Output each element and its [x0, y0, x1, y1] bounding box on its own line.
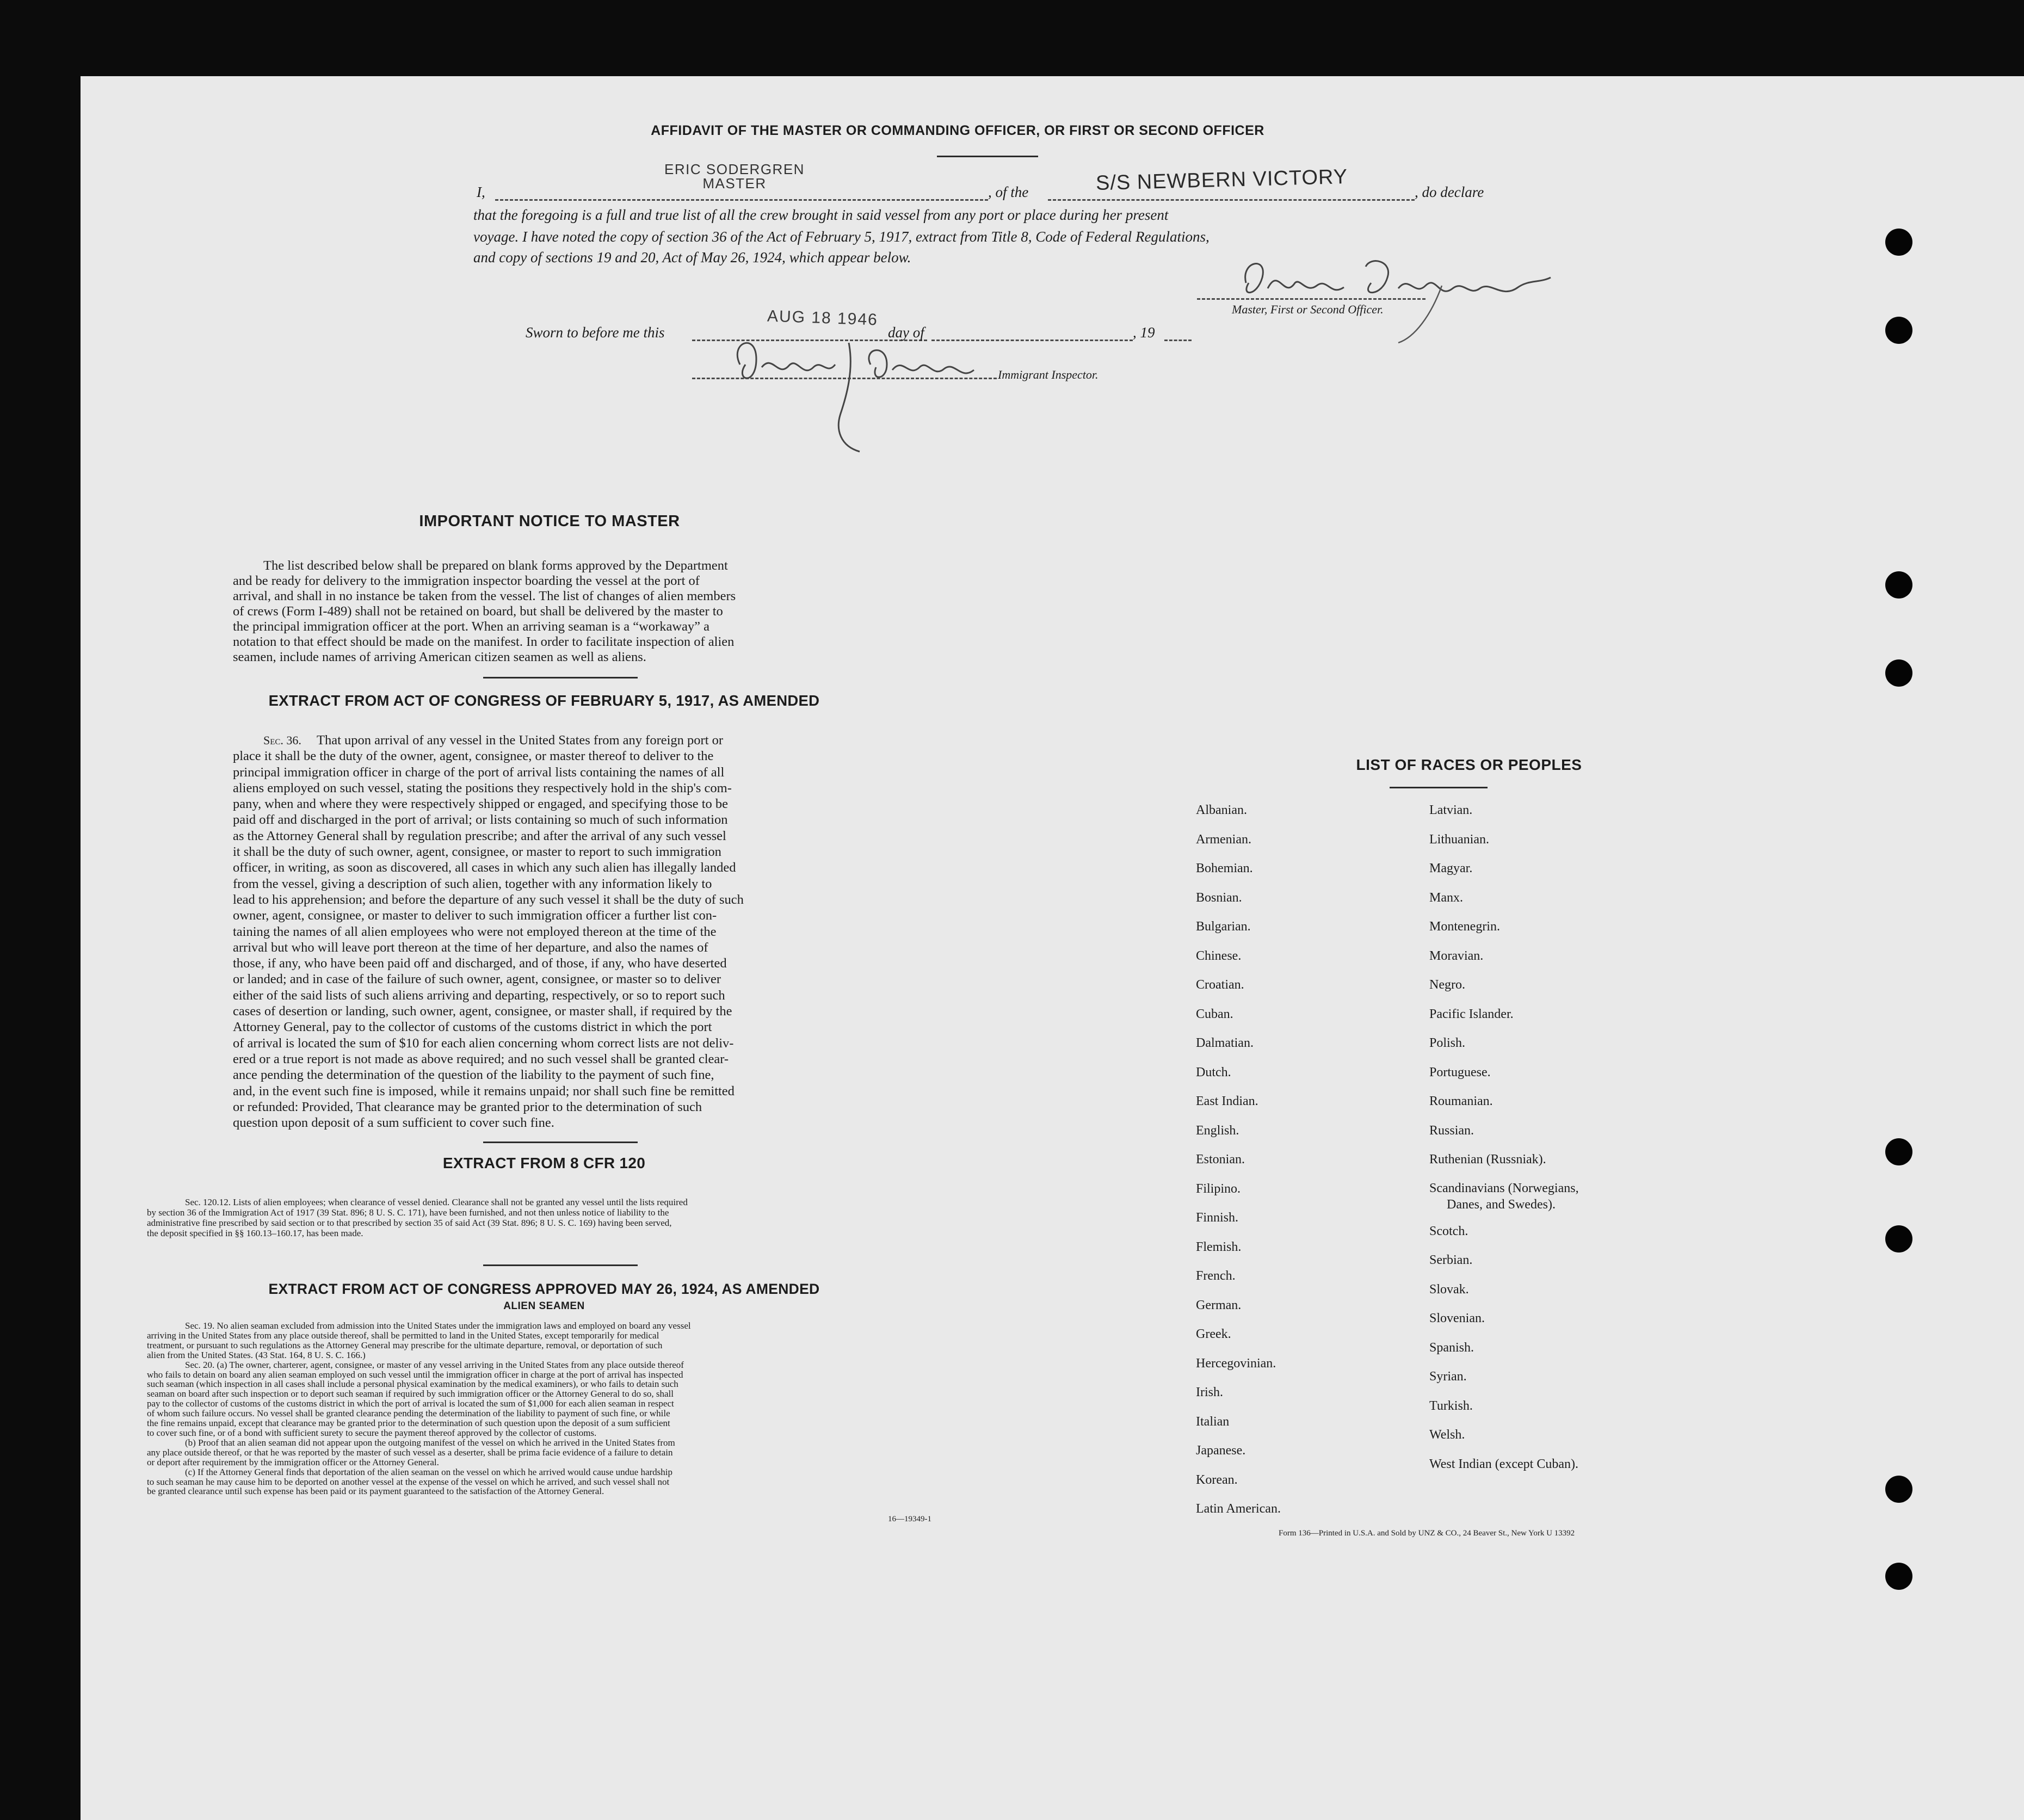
section-divider	[483, 1142, 638, 1143]
title-underline	[937, 156, 1038, 157]
vessel-fill-line	[1048, 199, 1415, 201]
race-item: Japanese.	[1196, 1443, 1246, 1458]
sec36-line: question upon deposit of a sum sufficient to cover such fine.	[233, 1115, 554, 1131]
race-item: Croatian.	[1196, 978, 1244, 992]
race-item: Cuban.	[1196, 1007, 1233, 1021]
act1924-line: of whom such failure occurs. No vessel shall be granted clearance pending the determination of the liability to payment of such fine, or while	[147, 1408, 670, 1419]
act1924-line: seaman on board after such inspection or to deport such seaman if required by such immigration officer or the Attorney General to do so, shall	[147, 1389, 674, 1399]
act1924-line: be granted clearance until such expense has been paid or its payment guaranteed to the satisfaction of the Attorney General.	[147, 1486, 604, 1497]
binder-hole	[1885, 571, 1912, 599]
races-title: LIST OF RACES OR PEOPLES	[1356, 756, 1582, 773]
sec36-line: aliens employed on such vessel, stating the positions they respectively hold in the ship's com-	[233, 780, 732, 795]
race-item: German.	[1196, 1298, 1242, 1312]
vessel-name: S/S NEWBERN VICTORY	[1095, 165, 1348, 195]
master-signature	[1235, 245, 1562, 348]
act1924-line: any place outside thereof, or that he was reported by the master of such vessel as a deserter, shall be prima facie evidence of a failure to detain	[147, 1447, 673, 1458]
notice-line-2: and be ready for delivery to the immigration inspector boarding the vessel at the port of	[233, 573, 700, 588]
race-item: Estonian.	[1196, 1152, 1245, 1167]
race-item: Scotch.	[1429, 1224, 1468, 1238]
race-item: East Indian.	[1196, 1094, 1258, 1108]
act1924-line: who fails to detain on board any alien seaman employed on such vessel until the immigration officer in charge at the port of arrival has inspected	[147, 1369, 683, 1380]
cfr-line: the deposit specified in §§ 160.13–160.17, has been made.	[147, 1228, 363, 1238]
act1924-line: alien from the United States. (43 Stat. 164, 8 U. S. C. 166.)	[147, 1349, 366, 1360]
sec36-line: taining the names of all alien employees who were not employed thereon at the time of the	[233, 924, 717, 939]
sec36-line: and, in the event such fine is imposed, while it remains unpaid; nor shall such fine be remitted	[233, 1083, 735, 1099]
binder-hole	[1885, 659, 1912, 687]
race-item: English.	[1196, 1123, 1239, 1138]
race-item: Welsh.	[1429, 1428, 1465, 1442]
race-item: Armenian.	[1196, 832, 1251, 847]
inspector-signature-line	[692, 378, 997, 379]
sec36-line: place it shall be the duty of the owner, agent, consignee, or master thereof to deliver to the	[233, 749, 714, 764]
notice-line-3: arrival, and shall in no instance be taken from the vessel. The list of changes of alien members	[233, 589, 736, 603]
extract-1917-body	[233, 732, 854, 1131]
race-item: Dalmatian.	[1196, 1036, 1254, 1050]
sec36-line: ered or a true report is not made as above required; and no such vessel shall be granted clear-	[233, 1051, 729, 1066]
sec36-line: pany, when and where they were respectively shipped or engaged, and specifying those to be	[233, 797, 729, 812]
act1924-line: treatment, or pursuant to such regulations as the Attorney General may prescribe for the ultimate departure, removal, or deportation of such	[147, 1340, 663, 1350]
sec36-line: paid off and discharged in the port of arrival; or lists containing so much of such information	[233, 812, 728, 828]
sec36-line: owner, agent, consignee, or master to deliver to such immigration officer a further list con-	[233, 908, 717, 923]
race-item: Irish.	[1196, 1385, 1223, 1399]
notice-line-4: of crews (Form I-489) shall not be retained on board, but shall be delivered by the master to	[233, 604, 723, 619]
race-item: West Indian (except Cuban).	[1429, 1457, 1578, 1471]
section-divider	[483, 1264, 638, 1266]
races-column-1	[1196, 796, 1281, 1524]
act1924-line: Sec. 20. (a) The owner, charterer, agent, consignee, or master of any vessel arriving in the United States from any place outside thereof	[185, 1359, 684, 1370]
race-item: Chinese.	[1196, 948, 1242, 963]
extract-cfr-body	[147, 1197, 941, 1238]
affidavit-line-1: that the foregoing is a full and true list of all the crew brought in said vessel from any port or place during her present	[473, 207, 1169, 223]
race-item: Portuguese.	[1429, 1065, 1491, 1079]
print-code: 16—19349-1	[888, 1515, 931, 1523]
sec36-line: from the vessel, giving a description of such alien, together with any information likely to	[233, 876, 712, 891]
sec36-line: cases of desertion or landing, such owner, agent, consignee, or master shall, if required by the	[233, 1004, 732, 1019]
race-item: Manx.	[1429, 890, 1463, 905]
declarant-rank: MASTER	[702, 175, 767, 192]
binder-hole	[1885, 1225, 1912, 1253]
cfr-line: administrative fine prescribed by said section or to that prescribed by section 35 of said Act (39 Stat. 896; 8 U. S. C. 169) having been served,	[147, 1218, 672, 1228]
declarant-name: ERIC SODERGREN	[664, 161, 805, 177]
race-item: Russian.	[1429, 1123, 1474, 1138]
binder-hole	[1885, 317, 1912, 344]
inspector-caption: Immigrant Inspector.	[998, 368, 1099, 381]
race-item: Finnish.	[1196, 1211, 1239, 1225]
master-signature-line	[1197, 298, 1426, 300]
race-item: Slovak.	[1429, 1282, 1469, 1297]
sec36-line: of arrival is located the sum of $10 for each alien concerning whom correct lists are not deliv-	[233, 1035, 734, 1051]
race-item: Negro.	[1429, 978, 1465, 992]
race-item: Syrian.	[1429, 1369, 1467, 1384]
binder-hole	[1885, 1138, 1912, 1165]
act1924-line: to cover such fine, or of a bond with sufficient surety to secure the payment thereof approved by the collector of customs.	[147, 1427, 597, 1438]
act1924-line: the fine remains unpaid, except that clearance may be granted prior to the determination of such question upon the deposit of a sum sufficient	[147, 1418, 670, 1429]
affidavit-line-2: voyage. I have noted the copy of section 36 of the Act of February 5, 1917, extract from Title 8, Code of Federal Regulations,	[473, 229, 1210, 245]
race-item: Montenegrin.	[1429, 920, 1500, 934]
affidavit-line-3: and copy of sections 19 and 20, Act of May 26, 1924, which appear below.	[473, 249, 911, 266]
race-item: Albanian.	[1196, 803, 1247, 817]
race-item: Moravian.	[1429, 948, 1484, 963]
race-item: Bohemian.	[1196, 861, 1253, 875]
sec36-line: ance pending the determination of the question of the liability to the payment of such fine,	[233, 1068, 714, 1083]
act1924-line: pay to the collector of customs of the customs district in which the port of arrival is located the sum of $1,000 for each alien seaman in respect	[147, 1398, 674, 1409]
race-item: Dutch.	[1196, 1065, 1231, 1079]
sec36-line: it shall be the duty of such owner, agent, consignee, or master to report to such immigration	[233, 844, 721, 860]
act1924-line: to such seaman he may cause him to be deported on another vessel at the expense of the vessel on which he arrived, and such vessel shall not	[147, 1476, 670, 1487]
race-item: Greek.	[1196, 1327, 1231, 1341]
of-the-label: , of the	[988, 184, 1029, 200]
affidavit-title: AFFIDAVIT OF THE MASTER OR COMMANDING OFFICER, OR FIRST OR SECOND OFFICER	[651, 123, 1264, 138]
cfr-line: Sec. 120.12. Lists of alien employees; when clearance of vessel denied. Clearance shall not be granted any vessel until the lists required	[185, 1197, 688, 1207]
do-declare-label: , do declare	[1415, 184, 1484, 200]
act1924-line: (c) If the Attorney General finds that deportation of the alien seaman on the vessel on which he arrived would cause undue hardship	[185, 1466, 672, 1477]
extract-1924-body	[147, 1321, 941, 1496]
race-item: Roumanian.	[1429, 1094, 1493, 1108]
race-item: Turkish.	[1429, 1398, 1473, 1413]
sec36-line: Attorney General, pay to the collector of customs of the customs district in which the port	[233, 1020, 712, 1035]
races-column-2	[1429, 796, 1579, 1479]
race-item: Bulgarian.	[1196, 920, 1251, 934]
notice-line-5: the principal immigration officer at the port. When an arriving seaman is a “workaway” a	[233, 619, 710, 634]
race-item: Korean.	[1196, 1472, 1238, 1487]
race-item: Italian	[1196, 1414, 1230, 1429]
race-item: Filipino.	[1196, 1181, 1241, 1196]
sec36-line: principal immigration officer in charge of the port of arrival lists containing the names of all	[233, 764, 725, 780]
race-item: Lithuanian.	[1429, 832, 1489, 847]
form-footer: Form 136—Printed in U.S.A. and Sold by UNZ & CO., 24 Beaver St., New York U 13392	[1279, 1529, 1575, 1538]
act1924-line: or deport after requirement by the immigration officer or the Attorney General.	[147, 1457, 439, 1467]
act1924-line: arriving in the United States from any place outside thereof, shall be permitted to land in the United States, except temporarily for medical	[147, 1330, 659, 1341]
binder-hole	[1885, 1476, 1912, 1503]
section-divider	[483, 677, 638, 678]
notice-line-1: The list described below shall be prepared on blank forms approved by the Department	[263, 558, 728, 573]
race-item: Serbian.	[1429, 1253, 1473, 1267]
act1924-line: Sec. 19. No alien seaman excluded from admission into the United States under the immigration laws and employed on board any vessel	[185, 1321, 691, 1331]
race-item: Ruthenian (Russniak).	[1429, 1152, 1546, 1167]
race-item: Pacific Islander.	[1429, 1007, 1514, 1021]
year-fill-line	[1164, 340, 1192, 341]
race-item-line: Scandinavians (Norwegians,	[1429, 1181, 1579, 1195]
race-item: Slovenian.	[1429, 1311, 1485, 1325]
extract-cfr-title: EXTRACT FROM 8 CFR 120	[442, 1155, 646, 1171]
notice-line-6: notation to that effect should be made on the manifest. In order to facilitate inspection of alien	[233, 634, 735, 649]
race-item: Spanish.	[1429, 1340, 1474, 1355]
sec36-line: arrival but who will leave port thereon at the time of her departure, and also the names of	[233, 940, 708, 955]
binder-hole	[1885, 1563, 1912, 1590]
sec36-line: lead to his apprehension; and before the departure of any such vessel it shall be the duty of such	[233, 892, 744, 907]
cfr-line: by section 36 of the Immigration Act of 1917 (39 Stat. 896; 8 U. S. C. 171), have been furnished, and not then unless notice of liability to the	[147, 1207, 669, 1218]
sec36-line: or landed; and in case of the failure of such owner, agent, consignee, or master so to deliver	[233, 972, 721, 987]
sec36-line: either of the said lists of such aliens arriving and departing, respectively, or so to report such	[233, 988, 725, 1003]
pronoun-label: I,	[477, 184, 485, 200]
race-item: French.	[1196, 1269, 1236, 1283]
inspector-signature	[724, 326, 996, 457]
race-item: Magyar.	[1429, 861, 1473, 875]
race-item-scandinavians	[1429, 1175, 1579, 1217]
race-item: Bosnian.	[1196, 890, 1242, 905]
name-fill-line	[495, 199, 988, 201]
act1924-line: such seaman (which inspection in all cases shall include a personal physical examination by the medical examiners), or who fails to detain such	[147, 1379, 678, 1390]
act1924-line: (b) Proof that an alien seaman did not appear upon the outgoing manifest of the vessel on which he arrived in the United States from	[185, 1437, 675, 1448]
race-item: Flemish.	[1196, 1239, 1242, 1254]
sec36-line: as the Attorney General shall by regulation prescribe; and after the arrival of any such vessel	[233, 828, 726, 843]
race-item-line: Danes, and Swedes).	[1447, 1197, 1556, 1212]
notice-title: IMPORTANT NOTICE TO MASTER	[419, 513, 680, 530]
sec36-line: That upon arrival of any vessel in the United States from any foreign port or	[317, 733, 724, 748]
sworn-date-stamp: AUG 18 1946	[767, 307, 879, 329]
race-item: Latin American.	[1196, 1502, 1281, 1516]
day-of-label: day of	[888, 324, 924, 341]
extract-1924-subtitle: ALIEN SEAMEN	[503, 1300, 585, 1312]
binder-hole	[1885, 229, 1912, 256]
sec36-line: officer, in writing, as soon as discovered, all cases in which any such alien has illegally landed	[233, 860, 736, 875]
year-prefix: , 19	[1133, 324, 1155, 341]
sec-36-label: Sec. 36.	[263, 733, 301, 747]
race-item: Latvian.	[1429, 803, 1473, 817]
race-item: Hercegovinian.	[1196, 1356, 1276, 1371]
extract-1924-title: EXTRACT FROM ACT OF CONGRESS APPROVED MAY 26, 1924, AS AMENDED	[268, 1281, 820, 1297]
races-title-underline	[1390, 787, 1488, 788]
extract-1917-title: EXTRACT FROM ACT OF CONGRESS OF FEBRUARY 5, 1917, AS AMENDED	[268, 692, 820, 709]
race-item: Polish.	[1429, 1036, 1466, 1050]
sworn-prefix: Sworn to before me this	[526, 324, 665, 341]
sec36-line: those, if any, who have been paid off and discharged, and of those, if any, who have deserted	[233, 956, 727, 971]
notice-line-7: seamen, include names of arriving American citizen seamen as well as aliens.	[233, 650, 646, 664]
master-caption: Master, First or Second Officer.	[1232, 303, 1384, 316]
sec36-line: or refunded: Provided, That clearance may be granted prior to the determination of such	[233, 1099, 702, 1114]
